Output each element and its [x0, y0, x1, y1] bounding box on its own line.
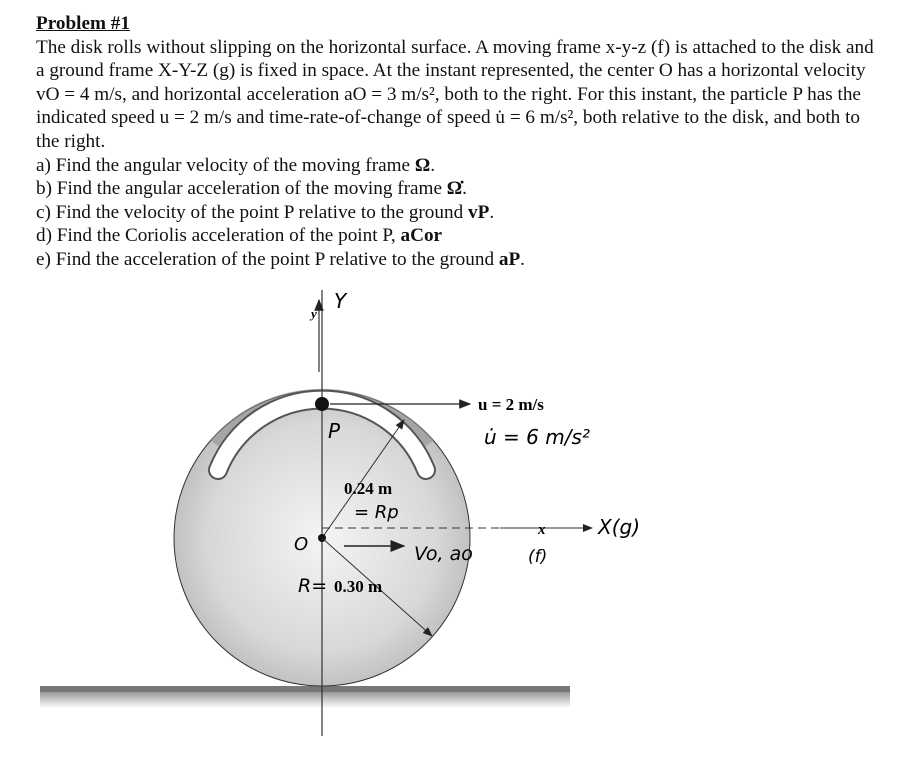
udot-label: u̇ = 6 m/s²: [484, 425, 590, 449]
y-ground-label: Y: [334, 289, 347, 313]
f-label: (f): [528, 547, 548, 567]
question-e: e) Find the acceleration of the point P relative to the ground aP.: [36, 248, 525, 270]
ground-shading: [40, 692, 570, 708]
outer-radius-value: 0.30 m: [334, 577, 383, 596]
particle-p: [315, 397, 329, 411]
ap-symbol: aP: [498, 248, 521, 270]
y-moving-label: y: [311, 306, 317, 321]
inner-radius-label: 0.24 m: [344, 479, 393, 498]
rp-label: = Rp: [354, 502, 399, 523]
omega-symbol: Ω: [414, 154, 431, 176]
question-c: c) Find the velocity of the point P relative to the ground vP.: [36, 201, 495, 223]
ground-surface: [40, 686, 570, 692]
problem-title: Problem #1: [36, 13, 130, 34]
center-label: O: [294, 534, 309, 555]
x-ground-label: X(g): [598, 515, 641, 539]
acor-symbol: aCor: [400, 225, 443, 247]
question-a: a) Find the angular velocity of the moving frame Ω.: [36, 154, 436, 176]
vp-symbol: vP: [467, 201, 490, 223]
x-moving-label: x: [538, 522, 546, 538]
problem-statement: The disk rolls without slipping on the horizontal surface. A moving frame x-y-z (f) is attached to the disk and a ground frame X-Y-Z (g) is fixed in space. At the instant represented, the center O has a horizontal velocity vO = 4 m/s, and horizontal acceleration aO = 3 m/s², both to the right. For this instant, the particle P has the indicated speed u = 2 m/s and time-rate-of-change of speed u̇ = 6 m/s², both relative to the disk, and both to the right.: [36, 36, 874, 152]
velocity-label: Vo, ao: [414, 543, 473, 565]
omega-dot-symbol: Ω̇: [446, 178, 463, 200]
speed-label: u = 2 m/s: [478, 395, 544, 414]
outer-radius-prefix: R=: [298, 575, 328, 597]
particle-label: P: [328, 419, 341, 443]
question-b: b) Find the angular acceleration of the moving frame Ω̇.: [36, 178, 467, 200]
question-d: d) Find the Coriolis acceleration of the point P, aCor: [36, 225, 443, 247]
